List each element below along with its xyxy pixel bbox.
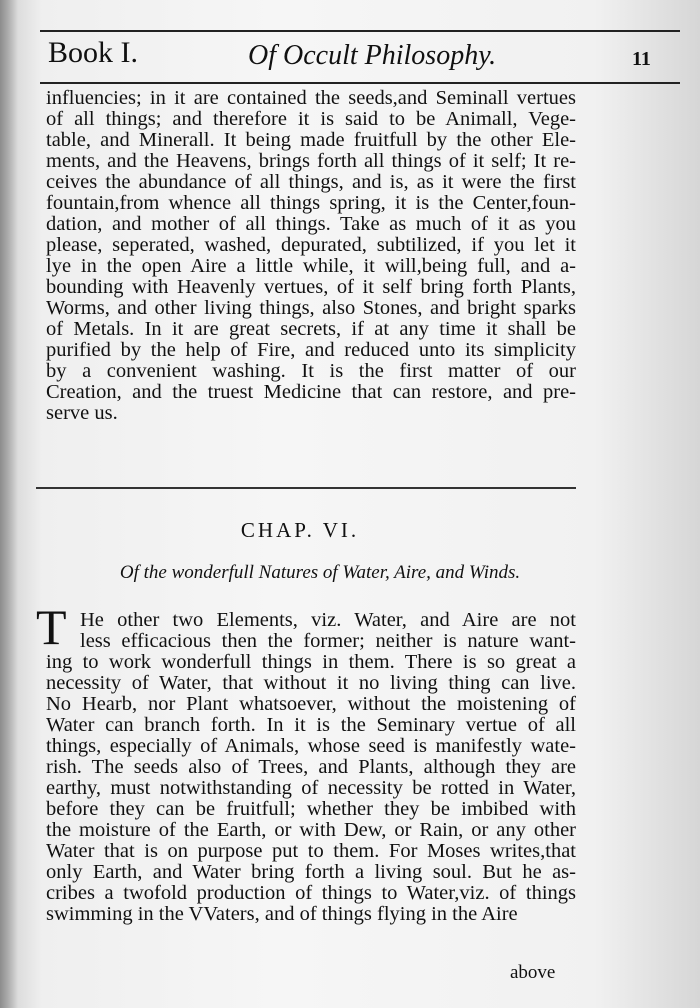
text-line: only Earth, and Water bring forth a living soul. But he as- — [46, 861, 576, 883]
running-head-title-text: Of Occult Philosophy. — [248, 40, 497, 71]
text-line: Worms, and other living things, also Stones, and bright sparks — [46, 297, 576, 319]
text-line: less efficacious then the former; neither is nature want- — [80, 630, 576, 652]
text-line: He other two Elements, viz. Water, and Aire are not — [80, 609, 576, 631]
header-rule-bottom — [40, 82, 680, 84]
text-line: rish. The seeds also of Trees, and Plants, although they are — [46, 756, 576, 778]
section-divider — [36, 487, 576, 489]
text-line: dation, and mother of all things. Take as much of it as you — [46, 213, 576, 235]
text-line: table, and Minerall. It being made fruitfull by the other Ele- — [46, 129, 576, 151]
text-line: things, especially of Animals, whose seed is manifestly wate- — [46, 735, 576, 757]
text-line: swimming in the VVaters, and of things flying in the Aire — [46, 903, 518, 925]
text-line: influencies; in it are contained the seeds,and Seminall vertues — [46, 87, 576, 109]
text-line: ments, and the Heavens, brings forth all things of it self; It re- — [46, 150, 576, 172]
page-number: 11 — [632, 48, 651, 70]
running-head — [48, 34, 688, 80]
drop-cap: T — [36, 599, 67, 655]
paragraph-continued — [46, 88, 576, 424]
text-line: Water can branch forth. In it is the Seminary vertue of all — [46, 714, 576, 736]
text-line: purified by the help of Fire, and reduced unto its simplicity — [46, 339, 576, 361]
text-line: serve us. — [46, 402, 118, 424]
catchword: above — [510, 962, 556, 983]
text-line: ing to work wonderfull things in them. There is so great a — [46, 651, 576, 673]
text-line: fountain,from whence all things spring, it is the Center,foun- — [46, 192, 576, 214]
text-line: of all things; and therefore it is said to be Animall, Vege- — [46, 108, 576, 130]
chapter-paragraph — [46, 610, 576, 925]
chapter-subtitle: Of the wonderfull Natures of Water, Aire, and Winds. — [119, 562, 521, 583]
text-line: please, seperated, washed, depurated, subtilized, if you let it — [46, 234, 576, 256]
text-line: lye in the open Aire a little while, it will,being full, and a- — [46, 255, 576, 277]
text-line: earthy, must notwithstanding of necessity be rotted in Water, — [46, 777, 576, 799]
running-head-book: Book I. — [48, 36, 138, 69]
text-line: the moisture of the Earth, or with Dew, or Rain, or any other — [46, 819, 576, 841]
text-line: by a convenient washing. It is the first matter of our — [46, 360, 576, 382]
text-line: Creation, and the truest Medicine that can restore, and pre- — [46, 381, 576, 403]
chapter-heading: CHAP. VI. — [240, 518, 360, 542]
text-line: necessity of Water, that without it no living thing can live. — [46, 672, 576, 694]
text-line: cribes a twofold production of things to Water,viz. of things — [46, 882, 576, 904]
text-line: Water that is on purpose put to them. For Moses writes,that — [46, 840, 576, 862]
header-rule-top — [40, 30, 680, 32]
page-gutter-shadow — [0, 0, 18, 1008]
running-head-title — [248, 40, 496, 72]
text-line: of Metals. In it are great secrets, if at any time it shall be — [46, 318, 576, 340]
text-line: bounding with Heavenly vertues, of it self bring forth Plants, — [46, 276, 576, 298]
text-line: before they can be fruitfull; whether they be imbibed with — [46, 798, 576, 820]
text-line: ceives the abundance of all things, and is, as it were the first — [46, 171, 576, 193]
text-line: No Hearb, nor Plant whatsoever, without the moistening of — [46, 693, 576, 715]
